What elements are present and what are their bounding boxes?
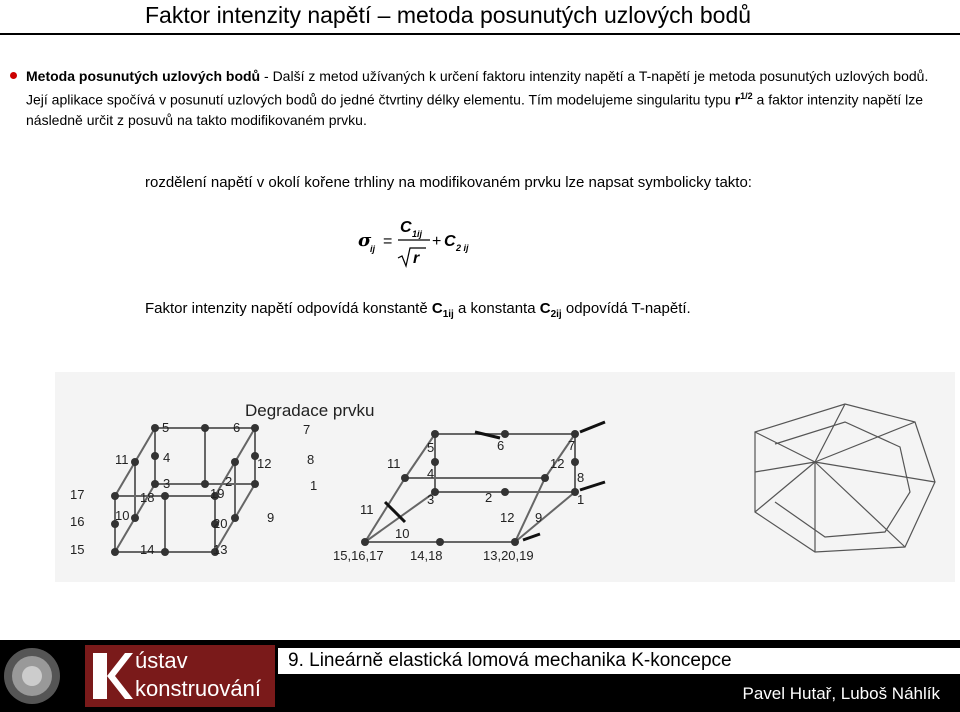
svg-text:6: 6 (497, 438, 505, 453)
svg-text:14,18: 14,18 (410, 548, 443, 563)
slide-title: Faktor intenzity napětí – metoda posunutých uzlových bodů (145, 2, 752, 28)
intro-text-2: a faktor intenzity napětí lze následně určit z posuvů na takto modifikovaném prvku. (26, 91, 924, 128)
svg-text:14: 14 (140, 542, 155, 557)
svg-text:15: 15 (70, 542, 85, 557)
svg-text:6: 6 (233, 420, 241, 435)
c2-symbol: C (444, 233, 456, 250)
svg-text:3: 3 (427, 492, 435, 507)
svg-text:5: 5 (162, 420, 170, 435)
title-divider (0, 33, 960, 35)
svg-text:11: 11 (387, 456, 401, 471)
svg-text:13: 13 (213, 542, 228, 557)
svg-text:4: 4 (163, 450, 171, 465)
figure-caption: Degradace prvku (245, 401, 375, 420)
constants-explanation: Faktor intenzity napětí odpovídá konstantě $C_{1ij}$ a konstanta $C_{2ij}$ odpovídá T-napětí. (145, 300, 691, 320)
svg-text:15,16,17: 15,16,17 (333, 548, 384, 563)
intro-paragraph (26, 66, 946, 130)
logo-text-ustav: ústav (135, 648, 188, 673)
svg-text:13,20,19: 13,20,19 (483, 548, 534, 563)
svg-text:1: 1 (577, 492, 585, 507)
svg-text:18: 18 (140, 490, 155, 505)
numerator-c: C (400, 219, 412, 236)
svg-text:2: 2 (485, 490, 493, 505)
stress-formula (350, 210, 490, 270)
svg-text:16: 16 (70, 514, 85, 529)
svg-text:11: 11 (115, 452, 129, 467)
bullet-icon (10, 72, 17, 79)
svg-text:7: 7 (568, 438, 576, 453)
svg-text:9: 9 (535, 510, 543, 525)
svg-text:1: 1 (310, 478, 318, 493)
svg-text:8: 8 (577, 470, 585, 485)
svg-text:12: 12 (500, 510, 515, 525)
c2-subscript: 2 ij (456, 243, 469, 253)
denominator-r: r (413, 250, 420, 267)
stress-distribution-text: rozdělení napětí v okolí kořene trhliny na modifikovaném prvku lze napsat symbolicky takto: (145, 174, 752, 191)
svg-text:2: 2 (225, 474, 233, 489)
sigma-symbol: σ (358, 230, 372, 251)
wire-rope-logo (2, 643, 62, 709)
sqrt-sign (398, 248, 426, 266)
r-exponent: 1/2 (740, 91, 753, 101)
svg-text:11: 11 (360, 502, 374, 517)
svg-text:4: 4 (427, 466, 435, 481)
element-degradation-figure (55, 372, 955, 582)
intro-text-1: - Další z metod užívaných k určení faktoru intenzity napětí a T-napětí je metoda posunutých uzlových bodů. Její aplikace spočívá v posunutí uzlových bodů do jedné čtvrtiny délky elementu. Tím modelujeme singularitu typu (26, 68, 929, 108)
logo-text-konstruovani: konstruování (135, 676, 261, 701)
authors: Pavel Hutař, Luboš Náhlík (742, 684, 940, 703)
numerator-subscript: 1ij (412, 229, 423, 239)
equals-sign: = (383, 233, 393, 250)
method-name: Metoda posunutých uzlových bodů (26, 68, 261, 84)
svg-text:7: 7 (303, 422, 311, 437)
svg-text:9: 9 (267, 510, 275, 525)
svg-text:8: 8 (307, 452, 315, 467)
svg-text:20: 20 (213, 516, 228, 531)
plus-sign: + (432, 233, 442, 250)
svg-text:12: 12 (550, 456, 565, 471)
svg-text:3: 3 (163, 476, 171, 491)
svg-text:5: 5 (427, 440, 435, 455)
svg-text:17: 17 (70, 487, 85, 502)
sigma-subscript: ij (370, 244, 376, 254)
r-symbol: r (734, 91, 741, 108)
svg-text:12: 12 (257, 456, 272, 471)
svg-text:10: 10 (395, 526, 410, 541)
svg-text:19: 19 (210, 486, 225, 501)
course-title: 9. Lineárně elastická lomová mechanika K-koncepce (278, 648, 960, 674)
svg-text:10: 10 (115, 508, 130, 523)
